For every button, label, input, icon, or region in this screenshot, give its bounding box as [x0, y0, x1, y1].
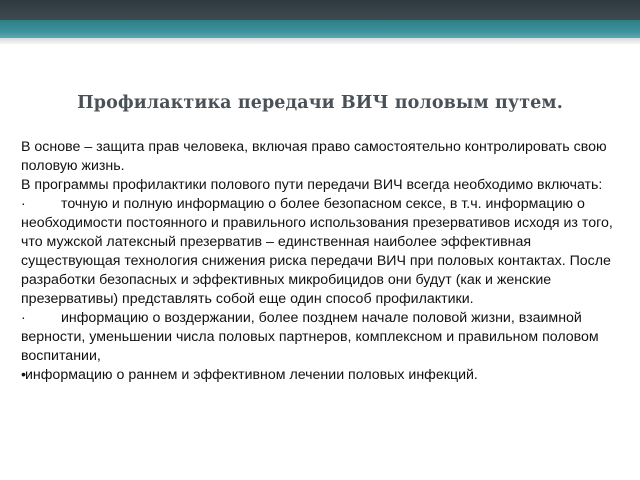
bullet-item-treatment — [21, 366, 621, 385]
top-dark-band — [0, 0, 640, 20]
top-accent-band — [0, 20, 640, 38]
bullet-disc: • — [21, 367, 26, 383]
paragraph-text: В основе – защита прав человека, включая право самостоятельно контролировать свою половую жизнь. — [21, 139, 607, 174]
top-band-shadow — [0, 38, 640, 44]
bullet-item-abstinence — [21, 309, 621, 366]
body-paragraph-1 — [21, 138, 621, 176]
bullet-item-safer-sex — [21, 195, 621, 309]
bullet-text: точную и полную информацию о более безопасном сексе, в т.ч. информацию о необходимости постоянного и правильного использования презервативов исходя из того, что мужской латексный презерватив – единственная наиболее эффективная существующая технология снижения риска передачи ВИЧ при половых контактах. После разработки безопасных и эффективных микробицидов они будут (как и женские презервативы) представлять собой еще один способ профилактики. — [21, 196, 613, 307]
bullet-dot: · — [21, 310, 26, 326]
bullet-dot: · — [21, 196, 26, 212]
body-paragraph-2 — [21, 176, 621, 195]
paragraph-text: В программы профилактики полового пути передачи ВИЧ всегда необходимо включать: — [21, 177, 603, 193]
slide-title: Профилактика передачи ВИЧ половым путем. — [77, 93, 563, 113]
bullet-text: информацию о раннем и эффективном лечении половых инфекций. — [25, 367, 478, 383]
slide-body — [21, 138, 621, 385]
bullet-text: информацию о воздержании, более позднем начале половой жизни, взаимной верности, уменьшении числа половых партнеров, комплексном и правильном половом воспитании, — [21, 310, 599, 364]
